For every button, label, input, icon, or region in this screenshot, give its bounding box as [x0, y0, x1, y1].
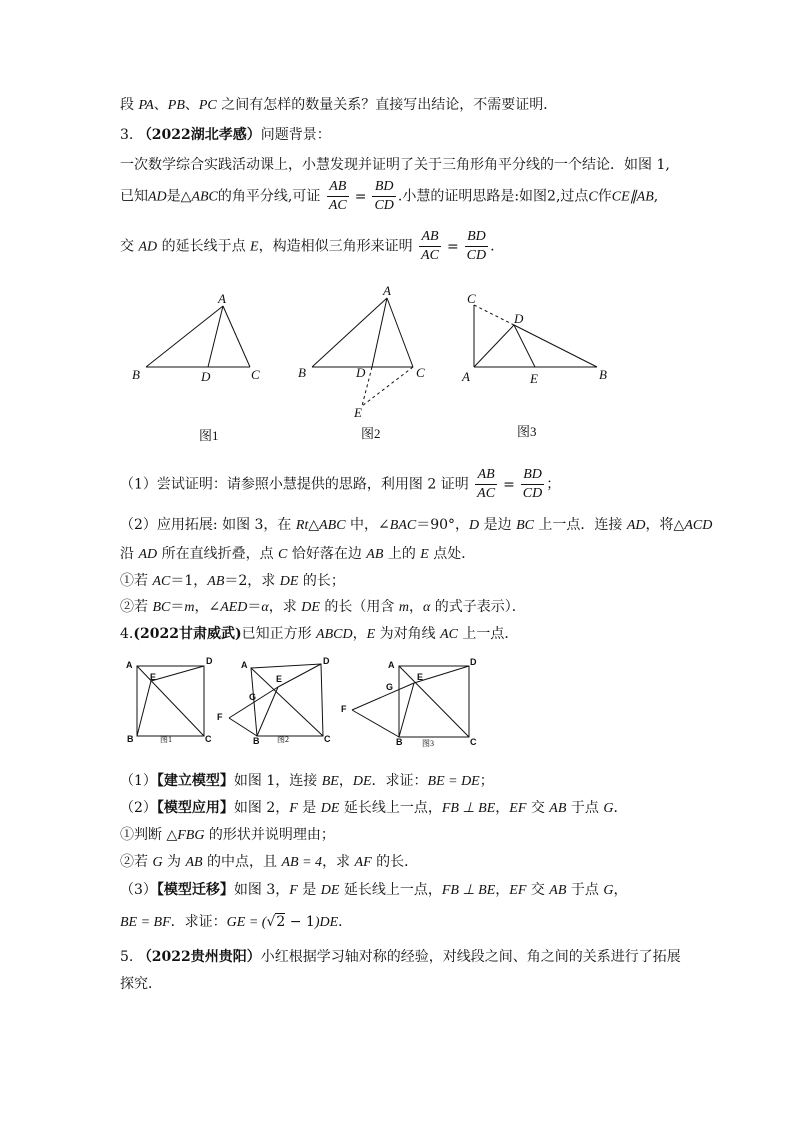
fig1-label-D: D — [201, 369, 211, 384]
q4-fig3-label-E: E — [417, 672, 424, 682]
q4-fig2-label-E: E — [276, 674, 283, 684]
q4-part3-cont: BE = BF．求证：GE = (√2 − 1)DE． — [120, 914, 353, 930]
q4-fig1-label-A: A — [126, 660, 133, 670]
q3-line1: 一次数学综合实践活动课上，小慧发现并证明了关于三角形角平分线的一个结论．如图 1, — [120, 157, 670, 173]
q4-fig3-label-D: D — [470, 657, 477, 667]
fig1-label-B: B — [132, 367, 140, 382]
fig2-caption: 图2 — [361, 426, 381, 441]
q5-number: 5. — [120, 949, 134, 965]
q4-part3: （3）【模型迁移】如图 3，F 是 DE 延长线上一点，FB ⊥ BE，EF 交 AB 于点 G， — [120, 882, 628, 898]
q3-figure-2 — [312, 298, 413, 406]
fig3-label-B: B — [599, 367, 607, 382]
fig3-label-E: E — [530, 371, 538, 386]
q4-fig2-label-C: C — [324, 734, 331, 744]
fig3-label-D: D — [514, 311, 524, 326]
q3-line3: 交 AD 的延长线于点 E，构造相似三角形来证明 $\frac{AB}{AC}$ = $\frac{BD}{CD}$ . — [120, 229, 495, 263]
fig1-label-A: A — [218, 291, 226, 306]
q4-fig1-label-D: D — [206, 656, 213, 666]
q4-fig2-caption: 图2 — [277, 735, 289, 744]
q4-fig1-label-E: E — [150, 672, 157, 682]
fig2-label-D: D — [356, 365, 366, 380]
fig1-caption: 图1 — [199, 428, 219, 443]
q4-fig2-label-A: A — [241, 660, 248, 670]
q3-title: 问题背景： — [260, 127, 331, 143]
q5-source: （2022贵州贵阳） — [137, 949, 261, 965]
q4-fig2-label-B: B — [253, 736, 260, 746]
q4-fig3-label-B: B — [396, 737, 403, 747]
q3-figures — [0, 285, 794, 445]
q3-line2: 已知AD是△ABC的角平分线,可证 $\frac{AB}{AC}$ = $\frac{BD}{CD}$ .小慧的证明思路是:如图2,过点C作CE∥AB, — [120, 179, 659, 213]
q4-sub2: ②若 G 为 AB 的中点，且 AB = 4，求 AF 的长． — [120, 854, 419, 870]
q3-figure-1 — [146, 306, 250, 367]
q4-sub1: ①判断 △FBG 的形状并说明理由； — [120, 827, 335, 843]
q5-header: 5. （2022贵州贵阳）小红根据学习轴对称的经验，对线段之间、角之间的关系进行了拓展 — [120, 949, 681, 965]
q4-fig3-label-A: A — [388, 660, 395, 670]
q4-figure-1 — [137, 666, 204, 736]
fig2-label-B: B — [298, 365, 306, 380]
sqrt-sign: √ — [266, 914, 276, 930]
q3-sub1: ①若 AC＝1，AB＝2，求 DE 的长； — [120, 573, 345, 589]
q4-fig3-label-C: C — [470, 737, 477, 747]
q3-number: 3. — [120, 127, 134, 143]
fraction-ab-ac: $\frac{AB}{AC}$ — [421, 229, 439, 263]
q3-part2-cont: 沿 AD 所在直线折叠，点 C 恰好落在边 AB 上的 E 点处． — [120, 546, 476, 562]
fraction-bd-cd: $\frac{BD}{CD}$ — [374, 179, 394, 213]
q4-fig1-caption: 图1 — [160, 735, 172, 744]
fig2-label-A: A — [383, 285, 391, 298]
q-prev-tail: 段 PA、PB、PC 之间有怎样的数量关系？直接写出结论，不需要证明． — [120, 97, 558, 113]
q4-fig3-label-G: G — [386, 682, 394, 692]
q3-part1: （1）尝试证明：请参照小慧提供的思路，利用图 2 证明 $\frac{AB}{AC}$ = $\frac{BD}{CD}$ ； — [120, 467, 561, 501]
q3-figure-3 — [474, 305, 597, 367]
fig3-caption: 图3 — [517, 424, 537, 439]
fig2-label-E: E — [354, 405, 362, 420]
q5-line2: 探究． — [120, 976, 162, 992]
q4-figures — [0, 650, 794, 750]
fig3-label-C: C — [467, 291, 476, 306]
q4-fig2-label-G: G — [249, 692, 257, 702]
q3-part2: （2）应用拓展: 如图 3，在 Rt△ABC 中，∠BAC＝90°，D 是边 BC 上一点．连接 AD，将△ACD — [120, 517, 713, 533]
q4-part2: （2）【模型应用】如图 2，F 是 DE 延长线上一点，FB ⊥ BE，EF 交 AB 于点 G． — [120, 800, 628, 816]
q3-sub2: ②若 BC＝m，∠AED＝α，求 DE 的长（用含 m，α 的式子表示）． — [120, 599, 526, 615]
q4-header: 4.(2022甘肃威武)已知正方形 ABCD，E 为对角线 AC 上一点． — [120, 626, 519, 642]
fig1-label-C: C — [251, 367, 260, 382]
q4-part1: （1）【建立模型】如图 1，连接 BE，DE．求证：BE = DE； — [120, 773, 494, 789]
q4-fig3-caption: 图3 — [422, 739, 434, 748]
fraction-ab-ac: $\frac{AB}{AC}$ — [477, 467, 496, 501]
q4-fig3-label-F: F — [341, 704, 347, 714]
q3-source: （2022湖北孝感） — [137, 127, 261, 143]
q4-fig1-label-C: C — [205, 734, 212, 744]
fig3-label-A: A — [462, 369, 470, 384]
q4-fig1-label-B: B — [127, 734, 134, 744]
fraction-ab-ac: $\frac{AB}{AC}$ — [328, 179, 347, 213]
fraction-bd-cd: $\frac{BD}{CD}$ — [466, 229, 487, 263]
q4-fig2-label-D: D — [323, 656, 330, 666]
fig2-label-C: C — [416, 365, 425, 380]
q4-number: 4. — [120, 626, 134, 642]
q4-figure-3 — [352, 666, 469, 737]
q3-header — [120, 124, 331, 144]
fraction-bd-cd: $\frac{BD}{CD}$ — [522, 467, 543, 501]
q4-source: (2022甘肃威武) — [133, 626, 242, 642]
q4-fig2-label-F: F — [217, 712, 223, 722]
